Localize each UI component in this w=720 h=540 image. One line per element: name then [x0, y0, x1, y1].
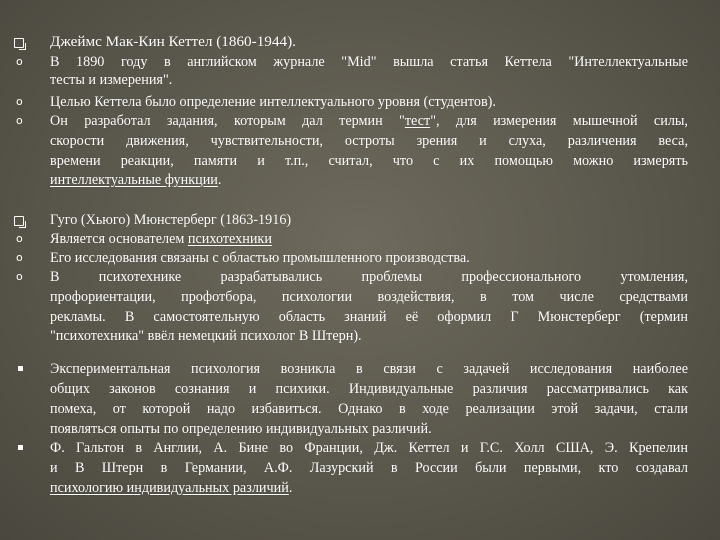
section3-para1-line4: появляться опыты по определению индивидуальных различий. — [50, 421, 432, 437]
section1-bullet1-line1: В 1890 году в английском журнале "Mid" вышла статья Кеттела "Интеллектуальные — [50, 54, 688, 70]
section1-bullet3-line1 — [50, 112, 688, 130]
section2-bullet3-line3: рекламы. В самостоятельную область знаний её оформил Г Мюнстерберг (термин — [50, 309, 688, 325]
circle-bullet-icon: o — [16, 251, 23, 264]
section1-heading: Джеймс Мак-Кин Кеттел (1860-1944). — [50, 33, 296, 50]
section2-bullet1 — [50, 230, 272, 248]
checkbox-bullet-icon — [14, 38, 24, 48]
section2-bullet3-line1: В психотехнике разрабатывались проблемы профессионального утомления, — [50, 269, 688, 285]
section1-bullet3-line4 — [50, 171, 221, 189]
section3-para1-line3: помеха, от которой надо избавиться. Однако в ходе реализации этой задачи, стали — [50, 401, 688, 417]
text: Является основателем — [50, 231, 188, 247]
square-bullet-icon — [18, 366, 23, 371]
section3-para1-line1: Экспериментальная психология возникла в связи с задачей исследования наиболее — [50, 361, 688, 377]
section2-heading: Гуго (Хьюго) Мюнстерберг (1863-1916) — [50, 212, 292, 228]
psychotechnics-link[interactable]: психотехники — [187, 231, 272, 247]
test-link[interactable]: тест — [404, 113, 431, 129]
text: ", для измерения мышечной силы, — [430, 113, 688, 129]
circle-bullet-icon: o — [16, 270, 23, 283]
circle-bullet-icon: o — [16, 232, 23, 245]
section1-bullet3-line2: скорости движения, чувствительности, остроты зрения и слуха, различения веса, — [50, 133, 688, 149]
section2-bullet3-line4: "психотехника" ввёл немецкий психолог В Штерн). — [50, 328, 362, 344]
section3-para2-line3 — [50, 479, 292, 497]
section1-bullet3-line3: времени реакции, памяти и т.п., считал, что с их помощью можно измерять — [50, 153, 688, 169]
checkbox-bullet-icon — [14, 216, 24, 226]
text: Он разработал задания, которым дал термин " — [50, 113, 405, 129]
intellectual-functions-link[interactable]: интеллектуальные функции — [50, 172, 218, 188]
section3-para2-line2: и В Штерн в Германии, А.Ф. Лазурский в России были первыми, кто создавал — [50, 460, 688, 476]
individual-differences-link[interactable]: психологию индивидуальных различий — [50, 480, 289, 496]
section1-bullet2-line1: Целью Кеттела было определение интеллектуального уровня (студентов). — [50, 94, 496, 110]
circle-bullet-icon: o — [16, 55, 23, 68]
text: . — [288, 480, 293, 496]
circle-bullet-icon: o — [16, 114, 23, 127]
section2-bullet3-line2: профориентации, профотбора, психологии воздействия, в том числе средствами — [50, 289, 688, 305]
square-bullet-icon — [18, 445, 23, 450]
section3-para2-line1: Ф. Гальтон в Англии, А. Бине во Франции, Дж. Кеттел и Г.С. Холл США, Э. Крепелин — [50, 440, 688, 456]
section2-bullet2: Его исследования связаны с областью промышленного производства. — [50, 250, 470, 266]
section3-para1-line2: общих законов сознания и психики. Индивидуальные различия рассматривались как — [50, 381, 688, 397]
circle-bullet-icon: o — [16, 95, 23, 108]
text: . — [217, 172, 222, 188]
section1-bullet1-line2: тесты и измерения". — [50, 72, 173, 88]
